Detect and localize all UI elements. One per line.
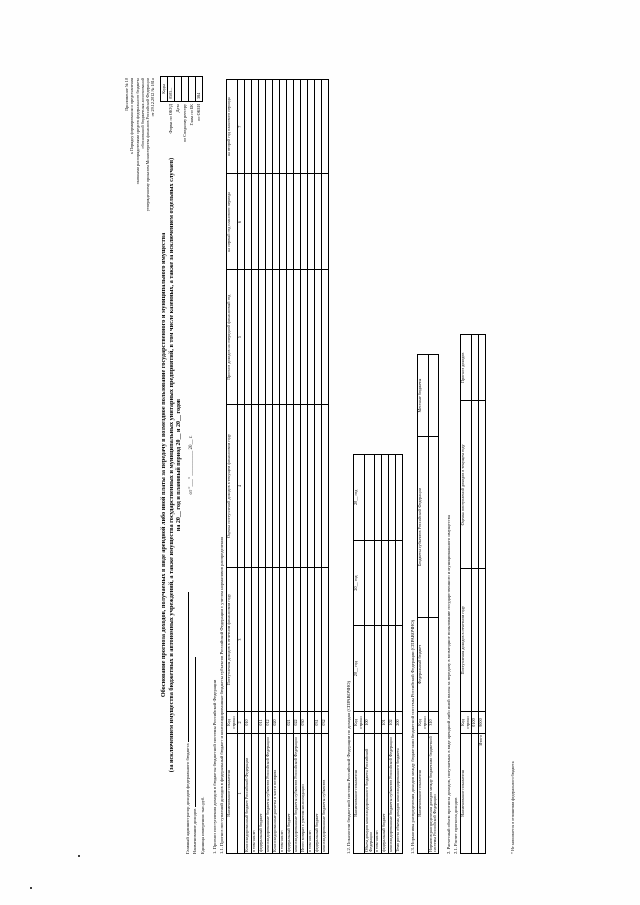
scan-speck (30, 887, 32, 889)
column-header: 20__ год (354, 626, 365, 712)
table-row (244, 80, 251, 854)
row-code: 100 (364, 712, 375, 734)
row-code: 200 (396, 712, 403, 734)
column-number: 3 (237, 568, 244, 712)
row-code: 010 (244, 712, 251, 734)
column-header: Прогноз доходов на очередной финансовый год (227, 270, 238, 404)
column-header: Код строки (461, 712, 472, 734)
table-row (300, 80, 307, 854)
row-name: Консолидированные расчеты в части возврата (272, 734, 279, 854)
unit-label: Единица измерения: тыс.руб. (199, 796, 205, 854)
stamp-line: к Порядку формирования и представления (129, 78, 135, 155)
form-heads (184, 554, 206, 854)
row-name (471, 734, 478, 854)
column-number: 4 (237, 404, 244, 567)
row-name: Консолидированный бюджет Российской Федерации (244, 734, 251, 854)
column-number: 2 (237, 712, 244, 734)
section-1-title: 1. Прогноз поступления доходов в бюджеты бюджетной системы Российской Федерации (212, 679, 217, 854)
table-row (364, 455, 375, 854)
codes-header: Коды (161, 77, 168, 102)
column-header: на первый год планового периода (227, 174, 238, 270)
admin-label: Главный администратор доходов федерального бюджета (185, 743, 190, 854)
title-line-1: Обоснование прогноза доходов, получаемых в виде арендной либо иной платы за передачу в возмездное пользование государственного и муниципального имущества (160, 232, 167, 698)
code-value: 384 (196, 77, 203, 102)
code-label: Глава по БК (188, 104, 194, 126)
table-section-4 (460, 334, 486, 854)
code-value (182, 77, 189, 102)
column-header: 20__ год (354, 540, 365, 626)
column-header: Наименование показателя (461, 734, 472, 854)
row-name: консолидированные бюджеты субъектов Российской Федерации (265, 734, 272, 854)
row-code: 9000 (478, 712, 485, 734)
row-name: Итого (478, 734, 485, 854)
column-header: Поступления доходов в отчетном году (461, 569, 472, 712)
column-header: 20__ год (354, 455, 365, 541)
stamp-line: утвержденному приказом Министерства финансов Российской Федерации (145, 78, 150, 212)
row-code: 102 (389, 712, 396, 734)
table-section-2 (353, 454, 403, 854)
row-code: 012 (265, 712, 272, 734)
row-code: 011 (258, 712, 265, 734)
row-name: федеральный бюджет (382, 734, 389, 854)
codes-table (160, 76, 203, 166)
row-name: федеральный бюджет (258, 734, 265, 854)
table-row (265, 80, 272, 854)
title-line-3: на 20__ год и плановый период 20__ и 20__ годов (176, 398, 183, 532)
row-name: федеральный бюджет (314, 734, 321, 854)
footnote: * Не заполняется в отношении федерального бюджета (510, 761, 516, 854)
column-header: Бюджеты субъектов Российской Федерации (418, 437, 429, 618)
section-4-subtitle: 2.1. Расчет прогноза доходов (453, 797, 458, 854)
section-2-title: 1.2. Показатели бюджетной системы Российской Федерации по доходам (СПРАВОЧНО) (346, 680, 351, 854)
row-code: 0100 (471, 712, 478, 734)
row-code: 032 (321, 712, 328, 734)
column-header: Поступления доходов в отчетном финансовом году (227, 568, 238, 712)
row-code: 022 (293, 712, 300, 734)
column-header: Прогноз доходов (461, 335, 472, 401)
row-code: 101 (382, 712, 389, 734)
code-value (189, 77, 196, 102)
row-name: консолидированные бюджеты субъектов Российской Федерации (293, 734, 300, 854)
title-line-2: (за исключением имущества бюджетных и автономных учреждений, а также имущества государственных и муниципальных унитарных предприятий, в том числе казенных, а также за исключением отдельных случаев) (168, 157, 176, 773)
column-header: Код строки (227, 712, 238, 734)
rotated-form (120, 70, 520, 860)
code-label: Форма по ОКУД (167, 104, 173, 134)
column-header: Оценка поступлений доходов в текущем году (461, 401, 472, 569)
table-row (293, 80, 300, 854)
scan-speck (78, 855, 80, 857)
row-name: в том числе: (375, 734, 382, 854)
stamp-line: главными распорядителями средств федерального бюджета (134, 78, 140, 185)
table-row (471, 335, 478, 854)
section-1-subtitle: 1.1. Прогноз поступлений доходов в федеральный бюджет и консолидированные бюджеты субъектов Российской Федерации с учетом нормативов распределения (219, 536, 224, 854)
code-label: по Сводному реестру (181, 104, 187, 143)
stamp-line: обоснований бюджетных ассигнований (139, 78, 145, 149)
column-header: Код строки (418, 712, 429, 734)
row-name: Норматив распределения доходов между бюджетами бюджетной системы Российской Федерации (428, 734, 439, 854)
row-code: 020 (272, 712, 279, 734)
row-name: Итого возврат с учетом консолидации (300, 734, 307, 854)
column-header: Код строки (354, 712, 365, 734)
row-name: Темп роста объема доходов консолидированного бюджета (396, 734, 403, 854)
section-4-title: 2. Расчетный объем прогноза доходов, получаемых в виде арендной либо иной платы за передачу в возмездное пользование государственного и муниципального имущества (446, 515, 451, 854)
income-label: Наименование доходов (192, 808, 198, 854)
table-row (251, 80, 258, 854)
row-code: 030 (300, 712, 307, 734)
code-value: 0505... (168, 77, 175, 102)
column-number: 6 (237, 174, 244, 270)
table-row (321, 80, 328, 854)
column-number: 7 (237, 80, 244, 174)
row-name: в том числе: (307, 734, 314, 854)
table-row (396, 455, 403, 854)
column-header: Оценка поступлений доходов в текущем финансовом году (227, 404, 238, 567)
code-value (175, 77, 182, 102)
row-name: Объем доходов консолидированного бюджета Российской Федерации (364, 734, 375, 854)
section-3-title: 1.3. Нормативы распределения доходов между бюджетами бюджетной системы Российской Федерации (СПРАВОЧНО) (410, 619, 415, 854)
table-row (314, 80, 321, 854)
table-section-1 (226, 79, 329, 854)
row-name: федеральный бюджет (286, 734, 293, 854)
row-code: 031 (314, 712, 321, 734)
table-row (375, 455, 382, 854)
row-name: в том числе: (279, 734, 286, 854)
table-row (478, 335, 485, 854)
date-line: от "___" __________ 20__ г. (189, 435, 195, 495)
column-number: 1 (237, 734, 244, 854)
row-name: консолидированные бюджеты субъектов (321, 734, 328, 854)
column-header: Федеральный бюджет (418, 617, 429, 711)
column-header: Наименование показателя (227, 734, 238, 854)
row-name: консолидированные бюджеты субъектов Российской Федерации (389, 734, 396, 854)
column-header: Местные бюджеты (418, 355, 429, 437)
row-name: в том числе: (251, 734, 258, 854)
column-header: на второй год планового периода (227, 80, 238, 174)
row-code: 310 (428, 712, 439, 734)
stamp-line: Приложение № 10 (124, 78, 129, 111)
table-row (307, 80, 314, 854)
stamp-line: от 29.12.2012 № 181н (150, 78, 156, 117)
row-code: 021 (286, 712, 293, 734)
table-row (279, 80, 286, 854)
column-header: Наименование показателя (354, 734, 365, 854)
code-label: по ОКЕИ (195, 104, 201, 121)
table-section-3 (417, 354, 439, 854)
code-label: Дата (174, 104, 180, 113)
column-header: Наименование показателя (418, 734, 429, 854)
table-row (428, 355, 439, 854)
approval-stamp (124, 78, 156, 248)
table-row (272, 80, 279, 854)
column-number: 5 (237, 270, 244, 404)
